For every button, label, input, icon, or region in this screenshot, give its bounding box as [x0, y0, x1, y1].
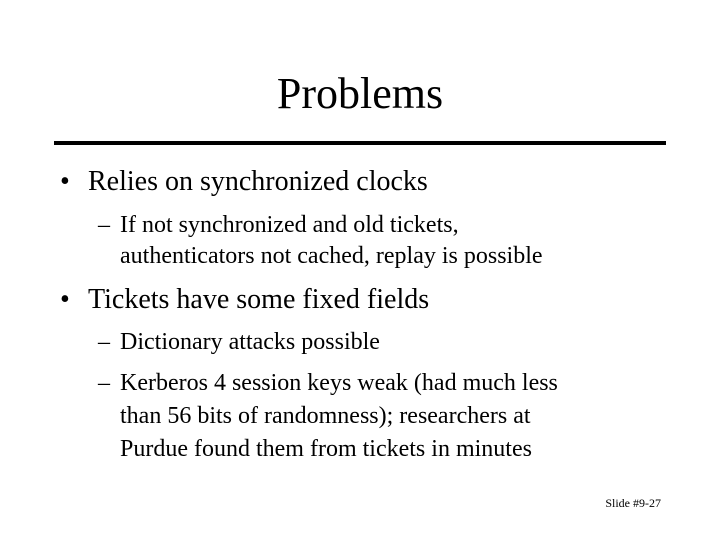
sub-item-line: Purdue found them from tickets in minutes — [120, 436, 532, 462]
title-divider — [54, 141, 666, 145]
sub-item-line: If not synchronized and old tickets, — [120, 212, 459, 238]
bullet-text: Relies on synchronized clocks — [88, 166, 428, 197]
sub-item-line: Kerberos 4 session keys weak (had much less — [120, 370, 558, 396]
bullet-glyph: • — [60, 284, 70, 315]
slide-title — [0, 68, 720, 120]
dash-glyph: – — [98, 370, 110, 396]
sub-item-line: Dictionary attacks possible — [120, 329, 380, 355]
sub-item-line: than 56 bits of randomness); researchers at — [120, 403, 531, 429]
dash-glyph: – — [98, 329, 110, 355]
slide-number: Slide #9-27 — [605, 496, 661, 510]
bullet-glyph: • — [60, 166, 70, 197]
bullet-text: Tickets have some fixed fields — [88, 284, 430, 315]
dash-glyph: – — [98, 212, 110, 238]
sub-item-line: authenticators not cached, replay is possible — [120, 243, 543, 269]
slide-title-text: Problems — [276, 69, 444, 118]
